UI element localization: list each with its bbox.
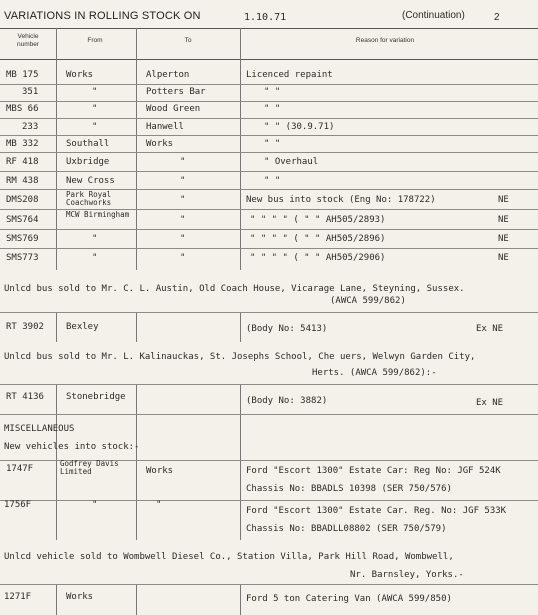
table-row bbox=[0, 312, 538, 343]
from-location: " bbox=[92, 253, 98, 263]
to-location: Works bbox=[146, 139, 174, 149]
sale-note-text: Unlcd bus sold to Mr. L. Kalinauckas, St. Josephs School, Che uers, Welwyn Garden City, bbox=[4, 352, 476, 362]
table-row bbox=[0, 152, 538, 172]
vehicle-number: MB 175 bbox=[6, 70, 39, 80]
page-number: 2 bbox=[494, 12, 500, 23]
sale-note-row bbox=[0, 270, 538, 313]
variation-reason: " " " " ( " " AH505/2893) bbox=[250, 215, 386, 225]
vehicle-number: 1756F bbox=[4, 500, 32, 510]
from-location: Park Royal Coachworks bbox=[66, 190, 112, 207]
vehicle-number: 1747F bbox=[6, 464, 34, 474]
to-location: Potters Bar bbox=[146, 87, 206, 97]
table-row bbox=[0, 118, 538, 136]
to-location: " bbox=[180, 176, 186, 186]
from-location: " bbox=[92, 87, 98, 97]
document-title: VARIATIONS IN ROLLING STOCK ON bbox=[4, 10, 201, 22]
from-location: " bbox=[92, 234, 98, 244]
status-flag: NE bbox=[498, 215, 509, 225]
from-location: Works bbox=[66, 70, 94, 80]
variation-reason: " " " " ( " " AH505/2906) bbox=[250, 253, 386, 263]
table-row bbox=[0, 584, 538, 614]
variation-reason: (Body No: 3882) bbox=[246, 396, 328, 406]
sale-note-reference: Nr. Barnsley, Yorks.- bbox=[350, 570, 464, 580]
from-location: Uxbridge bbox=[66, 157, 110, 167]
vehicle-number: MB 332 bbox=[6, 139, 39, 149]
table-row bbox=[0, 248, 538, 271]
to-location: " bbox=[156, 500, 162, 510]
variation-reason: New bus into stock (Eng No: 178722) bbox=[246, 195, 436, 205]
vehicle-number: SMS764 bbox=[6, 215, 39, 225]
variation-reason: " " bbox=[264, 87, 281, 97]
to-location: " bbox=[180, 253, 186, 263]
chassis-number: Chassis No: BBADLS 10398 (SER 750/576) bbox=[246, 484, 452, 494]
to-location: " bbox=[180, 215, 186, 225]
to-location: Hanwell bbox=[146, 122, 184, 132]
table-row bbox=[0, 58, 538, 85]
variation-reason: " " (30.9.71) bbox=[264, 122, 335, 132]
to-location: " bbox=[180, 234, 186, 244]
to-location: Alperton bbox=[146, 70, 190, 80]
section-heading: MISCELLANEOUS bbox=[4, 424, 75, 434]
vehicle-number: 351 bbox=[22, 87, 39, 97]
variation-reason: Ford "Escort 1300" Estate Car. Reg. No: JGF 533K bbox=[246, 506, 507, 516]
variation-reason: " " bbox=[264, 104, 281, 114]
column-header-to: To bbox=[184, 37, 192, 44]
vehicle-number: SMS769 bbox=[6, 234, 39, 244]
column-header-vehicle-line2: number bbox=[16, 41, 40, 48]
from-location: Stonebridge bbox=[66, 392, 126, 402]
miscellaneous-section bbox=[0, 414, 538, 461]
vehicle-number: 233 bbox=[22, 122, 39, 132]
column-header-from: From bbox=[87, 37, 103, 44]
chassis-number: Chassis No: BBADLL08802 (SER 750/579) bbox=[246, 524, 447, 534]
from-location: MCW Birmingham bbox=[66, 210, 130, 219]
from-location: " bbox=[92, 104, 98, 114]
table-row bbox=[0, 500, 538, 541]
column-header-vehicle bbox=[6, 33, 50, 49]
column-header-reason: Reason for variation bbox=[355, 37, 415, 44]
table-row bbox=[0, 101, 538, 119]
status-flag: Ex NE bbox=[476, 398, 504, 408]
table-row bbox=[0, 189, 538, 210]
status-flag: NE bbox=[498, 195, 509, 205]
table-row bbox=[0, 460, 538, 501]
vehicle-number: MBS 66 bbox=[6, 104, 39, 114]
from-location: " bbox=[92, 122, 98, 132]
sale-note-text: Unlcd vehicle sold to Wombwell Diesel Co., Station Villa, Park Hill Road, Wombwell, bbox=[4, 552, 454, 562]
vehicle-number: RT 4136 bbox=[6, 392, 44, 402]
vehicle-number: RF 418 bbox=[6, 157, 39, 167]
to-location: " bbox=[180, 157, 186, 167]
variation-reason: Ford 5 ton Catering Van (AWCA 599/850) bbox=[246, 594, 452, 604]
variation-reason: " " bbox=[264, 176, 281, 186]
sale-note-reference: (AWCA 599/862) bbox=[330, 296, 406, 306]
status-flag: NE bbox=[498, 253, 509, 263]
table-row bbox=[0, 229, 538, 249]
sale-note-text: Unlcd bus sold to Mr. C. L. Austin, Old Coach House, Vicarage Lane, Steyning, Sussex. bbox=[4, 284, 465, 294]
table-row bbox=[0, 84, 538, 102]
status-flag: NE bbox=[498, 234, 509, 244]
table-row bbox=[0, 135, 538, 153]
from-location: Bexley bbox=[66, 322, 99, 332]
from-location: Works bbox=[66, 592, 94, 602]
continuation-label: (Continuation) bbox=[402, 10, 465, 21]
table-row bbox=[0, 209, 538, 230]
table-row bbox=[0, 384, 538, 415]
section-subheading: New vehicles into stock:- bbox=[4, 442, 140, 452]
vehicle-number: RT 3902 bbox=[6, 322, 44, 332]
vehicle-number: RM 438 bbox=[6, 176, 39, 186]
variation-reason: (Body No: 5413) bbox=[246, 324, 328, 334]
sale-note-row bbox=[0, 540, 538, 585]
column-header-row bbox=[0, 28, 538, 60]
column-header-vehicle-line1: Vehicle bbox=[17, 33, 39, 40]
variation-reason: " Overhaul bbox=[264, 157, 319, 167]
sale-note-reference: Herts. (AWCA 599/862):- bbox=[312, 368, 437, 378]
document-date: 1.10.71 bbox=[244, 12, 287, 23]
document-header bbox=[4, 8, 534, 24]
from-location: New Cross bbox=[66, 176, 115, 186]
vehicle-number: 1271F bbox=[4, 592, 32, 602]
sale-note-row bbox=[0, 342, 538, 385]
variation-reason: " " " " ( " " AH505/2896) bbox=[250, 234, 386, 244]
from-location: " bbox=[92, 500, 98, 510]
to-location: Wood Green bbox=[146, 104, 201, 114]
to-location: Works bbox=[146, 466, 174, 476]
variation-reason: Ford "Escort 1300" Estate Car: Reg No: JGF 524K bbox=[246, 466, 501, 476]
vehicle-number: DMS208 bbox=[6, 195, 39, 205]
to-location: " bbox=[180, 195, 186, 205]
variation-reason: Licenced repaint bbox=[246, 70, 333, 80]
status-flag: Ex NE bbox=[476, 324, 504, 334]
from-location: Southall bbox=[66, 139, 110, 149]
from-location: Godfrey Davis Limited bbox=[60, 459, 119, 476]
variation-reason: " " bbox=[264, 139, 281, 149]
table-row bbox=[0, 171, 538, 190]
vehicle-number: SMS773 bbox=[6, 253, 39, 263]
